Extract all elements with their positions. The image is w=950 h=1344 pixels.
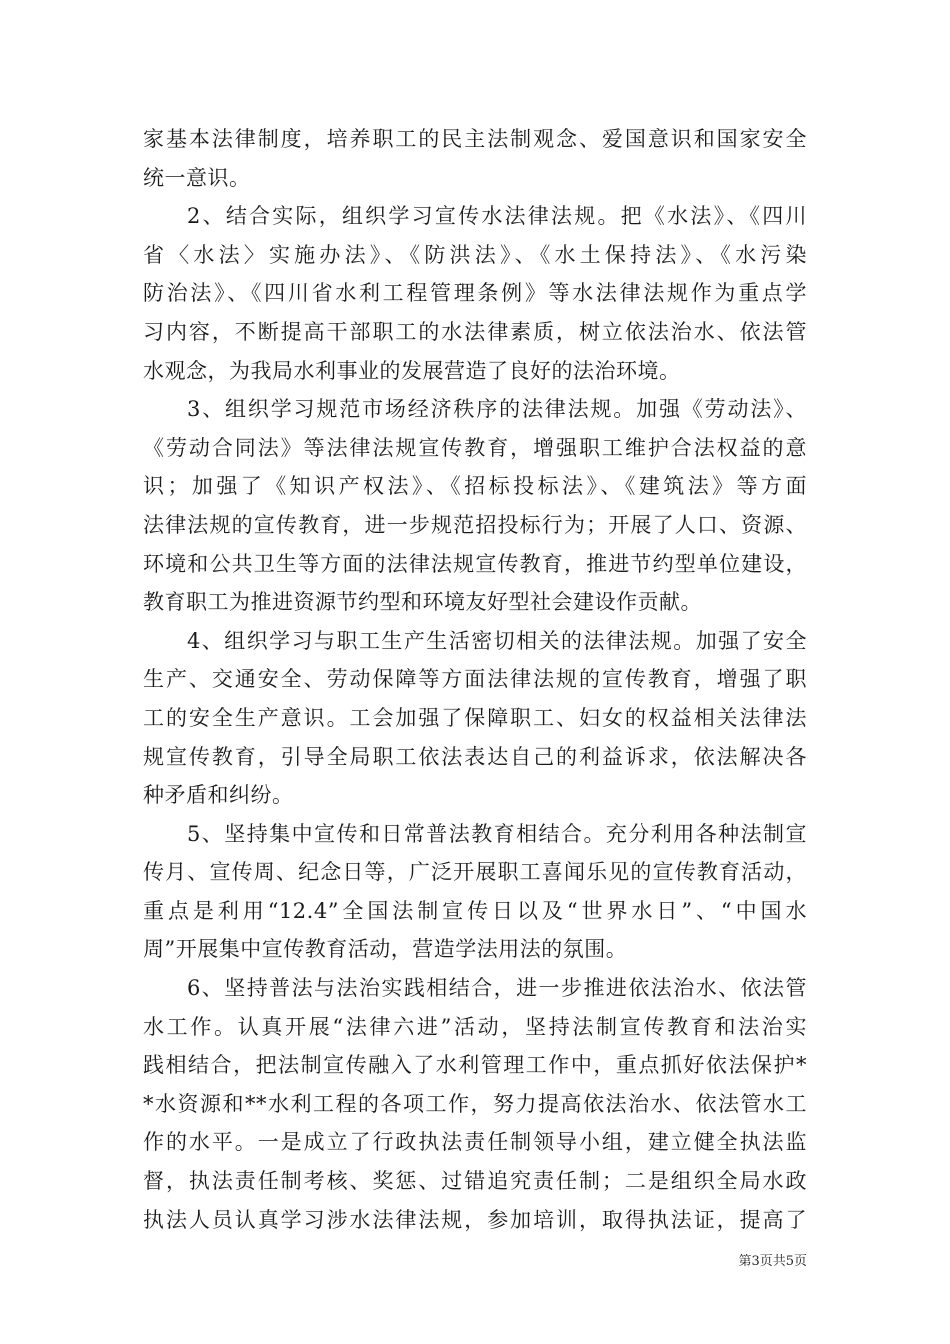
- text-line: 生产、交通安全、劳动保障等方面法律法规的宣传教育，增强了职: [143, 667, 807, 692]
- text-line: 习内容，不断提高干部职工的水法律素质，树立依法治水、依法管: [143, 319, 807, 344]
- text-line: 法律法规的宣传教育，进一步规范招投标行为；开展了人口、资源、: [143, 512, 807, 537]
- text-line: 识；加强了《知识产权法》、《招标投标法》、《建筑法》等方面: [143, 474, 807, 499]
- text-line: 水工作。认真开展“法律六进”活动，坚持法制宣传教育和法治实: [143, 1014, 807, 1039]
- paragraph-4-start: 4、组织学习与职工生产生活密切相关的法律法规。加强了安全: [187, 628, 807, 653]
- document-body: [143, 120, 807, 1239]
- page-number: 第3页共5页: [738, 1254, 807, 1269]
- paragraph-6-start: 6、坚持普法与法治实践相结合，进一步推进依法治水、依法管: [187, 976, 807, 1001]
- paragraph-3-start: 3、组织学习规范市场经济秩序的法律法规。加强《劳动法》、: [187, 397, 807, 422]
- text-line: 督，执法责任制考核、奖惩、过错追究责任制；二是组织全局水政: [143, 1169, 807, 1194]
- text-line: 工的安全生产意识。工会加强了保障职工、妇女的权益相关法律法: [143, 705, 807, 730]
- text-line: 家基本法律制度，培养职工的民主法制观念、爱国意识和国家安全: [143, 127, 807, 151]
- text-line: 教育职工为推进资源节约型和环境友好型社会建设作贡献。: [143, 590, 702, 615]
- text-line: 种矛盾和纠纷。: [143, 783, 294, 808]
- text-line: 防治法》、《四川省水利工程管理条例》等水法律法规作为重点学: [143, 281, 807, 306]
- text-line: 水观念，为我局水利事业的发展营造了良好的法治环境。: [143, 358, 681, 383]
- text-line: 省〈水法〉实施办法》、《防洪法》、《水土保持法》、《水污染: [143, 242, 807, 267]
- text-line: 《劳动合同法》等法律法规宣传教育，增强职工维护合法权益的意: [143, 435, 807, 460]
- text-line: 规宣传教育，引导全局职工依法表达自己的利益诉求，依法解决各: [143, 744, 807, 769]
- text-line: *水资源和**水利工程的各项工作，努力提高依法治水、依法管水工: [143, 1091, 807, 1116]
- text-line: 周”开展集中宣传教育活动，营造学法用法的氛围。: [143, 937, 628, 962]
- text-line: 环境和公共卫生等方面的法律法规宣传教育，推进节约型单位建设，: [143, 551, 807, 576]
- text-line: 作的水平。一是成立了行政执法责任制领导小组，建立健全执法监: [143, 1130, 807, 1155]
- text-line: 统一意识。: [143, 165, 251, 190]
- text-line: 执法人员认真学习涉水法律法规，参加培训，取得执法证，提高了: [143, 1207, 807, 1232]
- paragraph-5-start: 5、坚持集中宣传和日常普法教育相结合。充分利用各种法制宣: [187, 821, 807, 846]
- paragraph-2-start: 2、结合实际，组织学习宣传水法律法规。把《水法》、《四川: [187, 204, 807, 229]
- text-line: 重点是利用“12.4”全国法制宣传日以及“世界水日”、“中国水: [143, 898, 807, 923]
- text-line: 践相结合，把法制宣传融入了水利管理工作中，重点抓好依法保护*: [143, 1053, 807, 1078]
- text-line: 传月、宣传周、纪念日等，广泛开展职工喜闻乐见的宣传教育活动，: [143, 860, 807, 885]
